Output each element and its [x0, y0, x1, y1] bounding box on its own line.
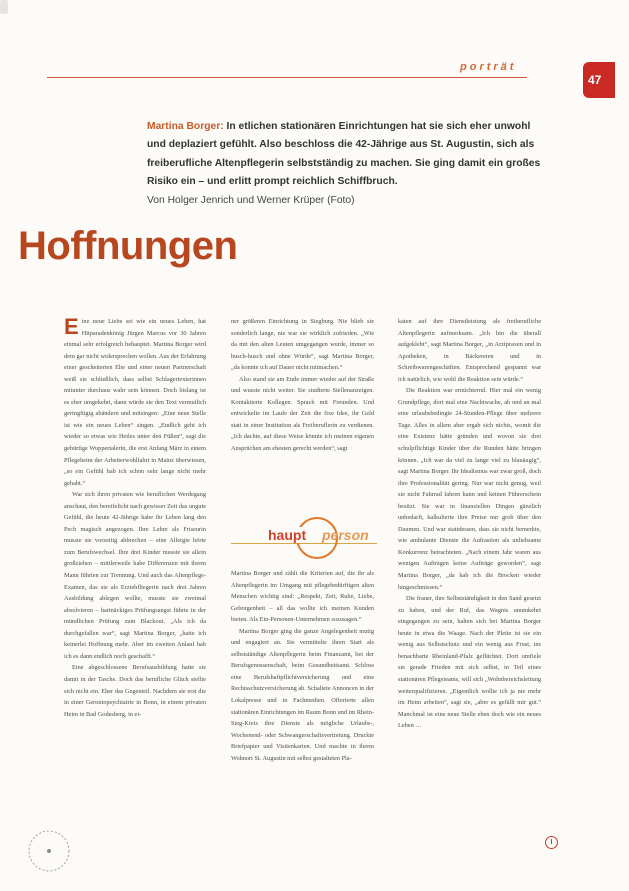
paragraph: Eine abgeschlossene Berufsausbildung hatte sie damit in der Tasche. Doch das berufliche Glück stellte sich nicht ein. Eher das Gegenteil. Nachdem sie erst die in einer Gerontopsychiatrie in Bonn, in einem privaten Heim in Bad Godesberg, in ei- [64, 664, 206, 718]
paragraph: War sich ihren privaten wie beruflichen Werdegang anschaut, den bereifelicht nach gewisser Zeit das ungute Gefühl, die heute 42-Jährige habe ihr Leben lang den Pech magisch angezogen. Ihre Lehre als Friseurin musste sie vorzeitig abbrechen – eine Allergie hörte zum Berufswechsel. Ihre drei Kinder musste sie allein großziehen – mittlerweile habe Differenzen mit ihrem Mann führten zur Trennung. Und auch das Altenpflege-Examen, das sie als Erziehfliegerin nach drei Jahren Ausbildung ablegen wollte, musste sie zweimal absolvieren – hartnäckiges Prüfungsangst führte in der mündlichen Prüfung zum Blackout. „Als ich da durchgefallen war“, sagt Martina Borger, „hatte ich keinerlei Hoffnung mehr. Aber im zweiten Anlauf hab ich es dann endlich noch geschafft.“ [64, 491, 206, 660]
paragraph: Also stand sie am Ende immer wieder auf der Straße und wusste nicht weiter. Sie studierte Stellenanzeigen. Kontaktierte Kollegen. Sprach mit Freunden. Und entwickelte im Laufe der Zeit die fixe Idee, ihr Geld statt in einer Institution als Freiberuflerin zu verdienen. „Ich dachte, auf diese Weise könnte ich meinen eigenen Ansprüchen am ehesten gerecht werden“, sagt [231, 375, 374, 453]
drop-cap: E [64, 316, 79, 339]
lead-name: Martina Borger: [147, 121, 224, 132]
hauptperson-word-2: person [322, 527, 369, 543]
paragraph: Die frauer, ihre Selbstständigkeit in den Sand gesetzt zu haben, und der Ruf, das Wagnis unumkehrt eingegangen zu sein, halten sich bei Martina Borger heute in etwa die Waage. Nach der Pleite ist sie ein wenig aus Selbstschutz und ein wenig aus Frust, ins benachbarte Rheinland-Pfalz geflüchtet. Dort umfiele sie gerade Frieden mit sich selbst, in Teil eines stationären Pflegeteams, will sich „Wohnbereichsleitung weiterqualifizieren. „Eigentlich wollte ich ja nie mehr im Heim arbeiten“, sagt sie, „aber es gefällt mir gut.“ Manchmal ist eine neue Stelle eben doch wie ein neues Leben … [398, 595, 541, 730]
page-number: 47 [588, 73, 602, 87]
binder-hole [0, 0, 8, 14]
paragraph: katen auf ihre Dienstleistung als freiberufliche Altenpflegerin aufmerksam. „Ich bin die überall aufgeklebt“, sagt Martina Borger, „in Arztpraxen und in Apotheken, in Bäckereien und in Schreibwarengeschäften. Entsprechend gespannt war ich natürlich, wie wohl die Reaktion sein würde.“ [398, 318, 541, 383]
paragraph: ner größeren Einrichtung in Siegburg. Nie blieb sie sonderlich lange, nie war sie wirklich zufrieden. „Wie da mit den alten Leuten umgegangen wurde, immer so husch-husch und ohne Würde“, sagt Martina Borger, „da konnte ich auf Dauer nicht mitmachen.“ [231, 318, 374, 372]
lead-paragraph [147, 118, 542, 210]
hauptperson-word-1: haupt [268, 527, 307, 543]
article-column-2-continued [231, 568, 374, 861]
article-column-2 [231, 316, 374, 546]
paragraph: Die Reaktion war ernüchternd. Hier mal ein wenig Grundpflege, dort mal eine Nachtwache, ab und an mal eine urlaubsbedingte 24-Stunden-Pflege über mehrere Tage. Alles in allem aber ergab sich nichts, womit die eine Existenz hätte gründen und wovon sie drei schulpflichtige Kinder über die Runden hätte bringen können. „Ich war da viel zu lange viel zu blauäugig“, sagt Martina Borger. Ihr Idealismus war zwar groß, doch ihre Professionalität gering. Nur war nicht genug, weil sie nicht Fahrrad fahren kann und keinen Führerschein besitzt. Sie war in finanziellen Dingen gänzlich unbedarft, kalkulierte ihre Preise nur grob über den Daumen. Und war stattdessen, dass sie nicht bemerkte, wie ambulante Dienste die Aufrastion als unliebsame Konkurrenz betrachteten. „Nach einem Jahr waren aus wenigen Aufträgen keine Aufträge geworden“, sagt Martina Borger, „da hab ich die Brocken wieder hingeschmissen.“ [398, 387, 541, 591]
library-stamp-icon [24, 826, 74, 876]
headline: Hoffnungen [18, 224, 238, 268]
end-mark-icon: I [545, 836, 558, 849]
paragraph: Eine neue Liebe sei wie ein neues Leben, hat Hitparadenkönig Jürgen Marcus vor 30 Jahren einmal sehr erfolgreich behauptet. Martina Borger wird dem gar nicht widersprechen wollen. Aus der Erfahrung einer gescheiterten Ehe und einer neuen Partnerschaft weiß sie schließlich, dass selbst Schlagertexterinnen mitunter durchaus wahr sein können. Doch bislang ist es eher umgekehrt, dann würde sie den Text vermutlich geringfügig abändern und mitsingen: „Eine neue Stelle ist wie ein neues Leben“ singen. „Endlich geht ich wieder so etwas wie Heiles unter den Füßen“, sagt die gebürtige Wuppertalerin, die erst Anfang März in einem Pflegeheim der Arbeiterwohlfahrt in Mainz überwiesen, „so ein Gefühl hab ich schon sehr lange nicht mehr gehabt.“ [64, 316, 206, 487]
header-rule [47, 77, 527, 78]
paragraph: Martina Borger ging die ganze Angelegenheit mutig und engagiert an. Sie vermittelte ihren Start als selbstständige Altenpflegerin beim Finanzamt, bei der Berufsgenossenschaft, beim Gesundheitsamt. Schloss eine Berufshaftpflichtversicherung und eine Rechtsschutzversicherung ab. Schaltete Annoncen in der Lokalpresse und in Fachmedien. Offerierte allen stationären Einrichtungen im Raum Bonn und im Rhein-Sieg-Kreis ihre Dienste als mögliche Urlaubs-, Wochenend- oder Schwangerschaftsvertretung. Druckte Briefpapier und Visitenkarten. Und machte in ihrem Wohnort St. Augustin mit selbst gestalteten Pla- [231, 627, 374, 762]
section-tag: porträt [460, 61, 517, 73]
author-credit: Von Holger Jenrich und Werner Krüper (Foto) [147, 194, 355, 206]
paragraph: Martina Borger und zählt die Kriterien auf, die ihr als Altenpflegerin im Umgang mit pflegebedürftigen alten Menschen wichtig sind: „Respekt, Zeit, Ruhe, Liebe, Geborgenheit – all das wollte ich meinen Kunden bieten. Als Ein-Personen-Unternehmen sozusagen.“ [231, 570, 374, 624]
lead-text: In etlichen stationären Einrichtungen hat sie sich eher unwohl und deplaziert gefühlt. Also beschloss die 42-Jährige aus St. Augustin, sich als freiberufliche Altenpflegerin selbstständig zu machen. Sie ging damit ein großes Risiko ein – und erlitt prompt reichlich Schiffbruch. [147, 121, 541, 188]
article-column-3 [398, 316, 541, 861]
article-column-1 [64, 316, 206, 861]
